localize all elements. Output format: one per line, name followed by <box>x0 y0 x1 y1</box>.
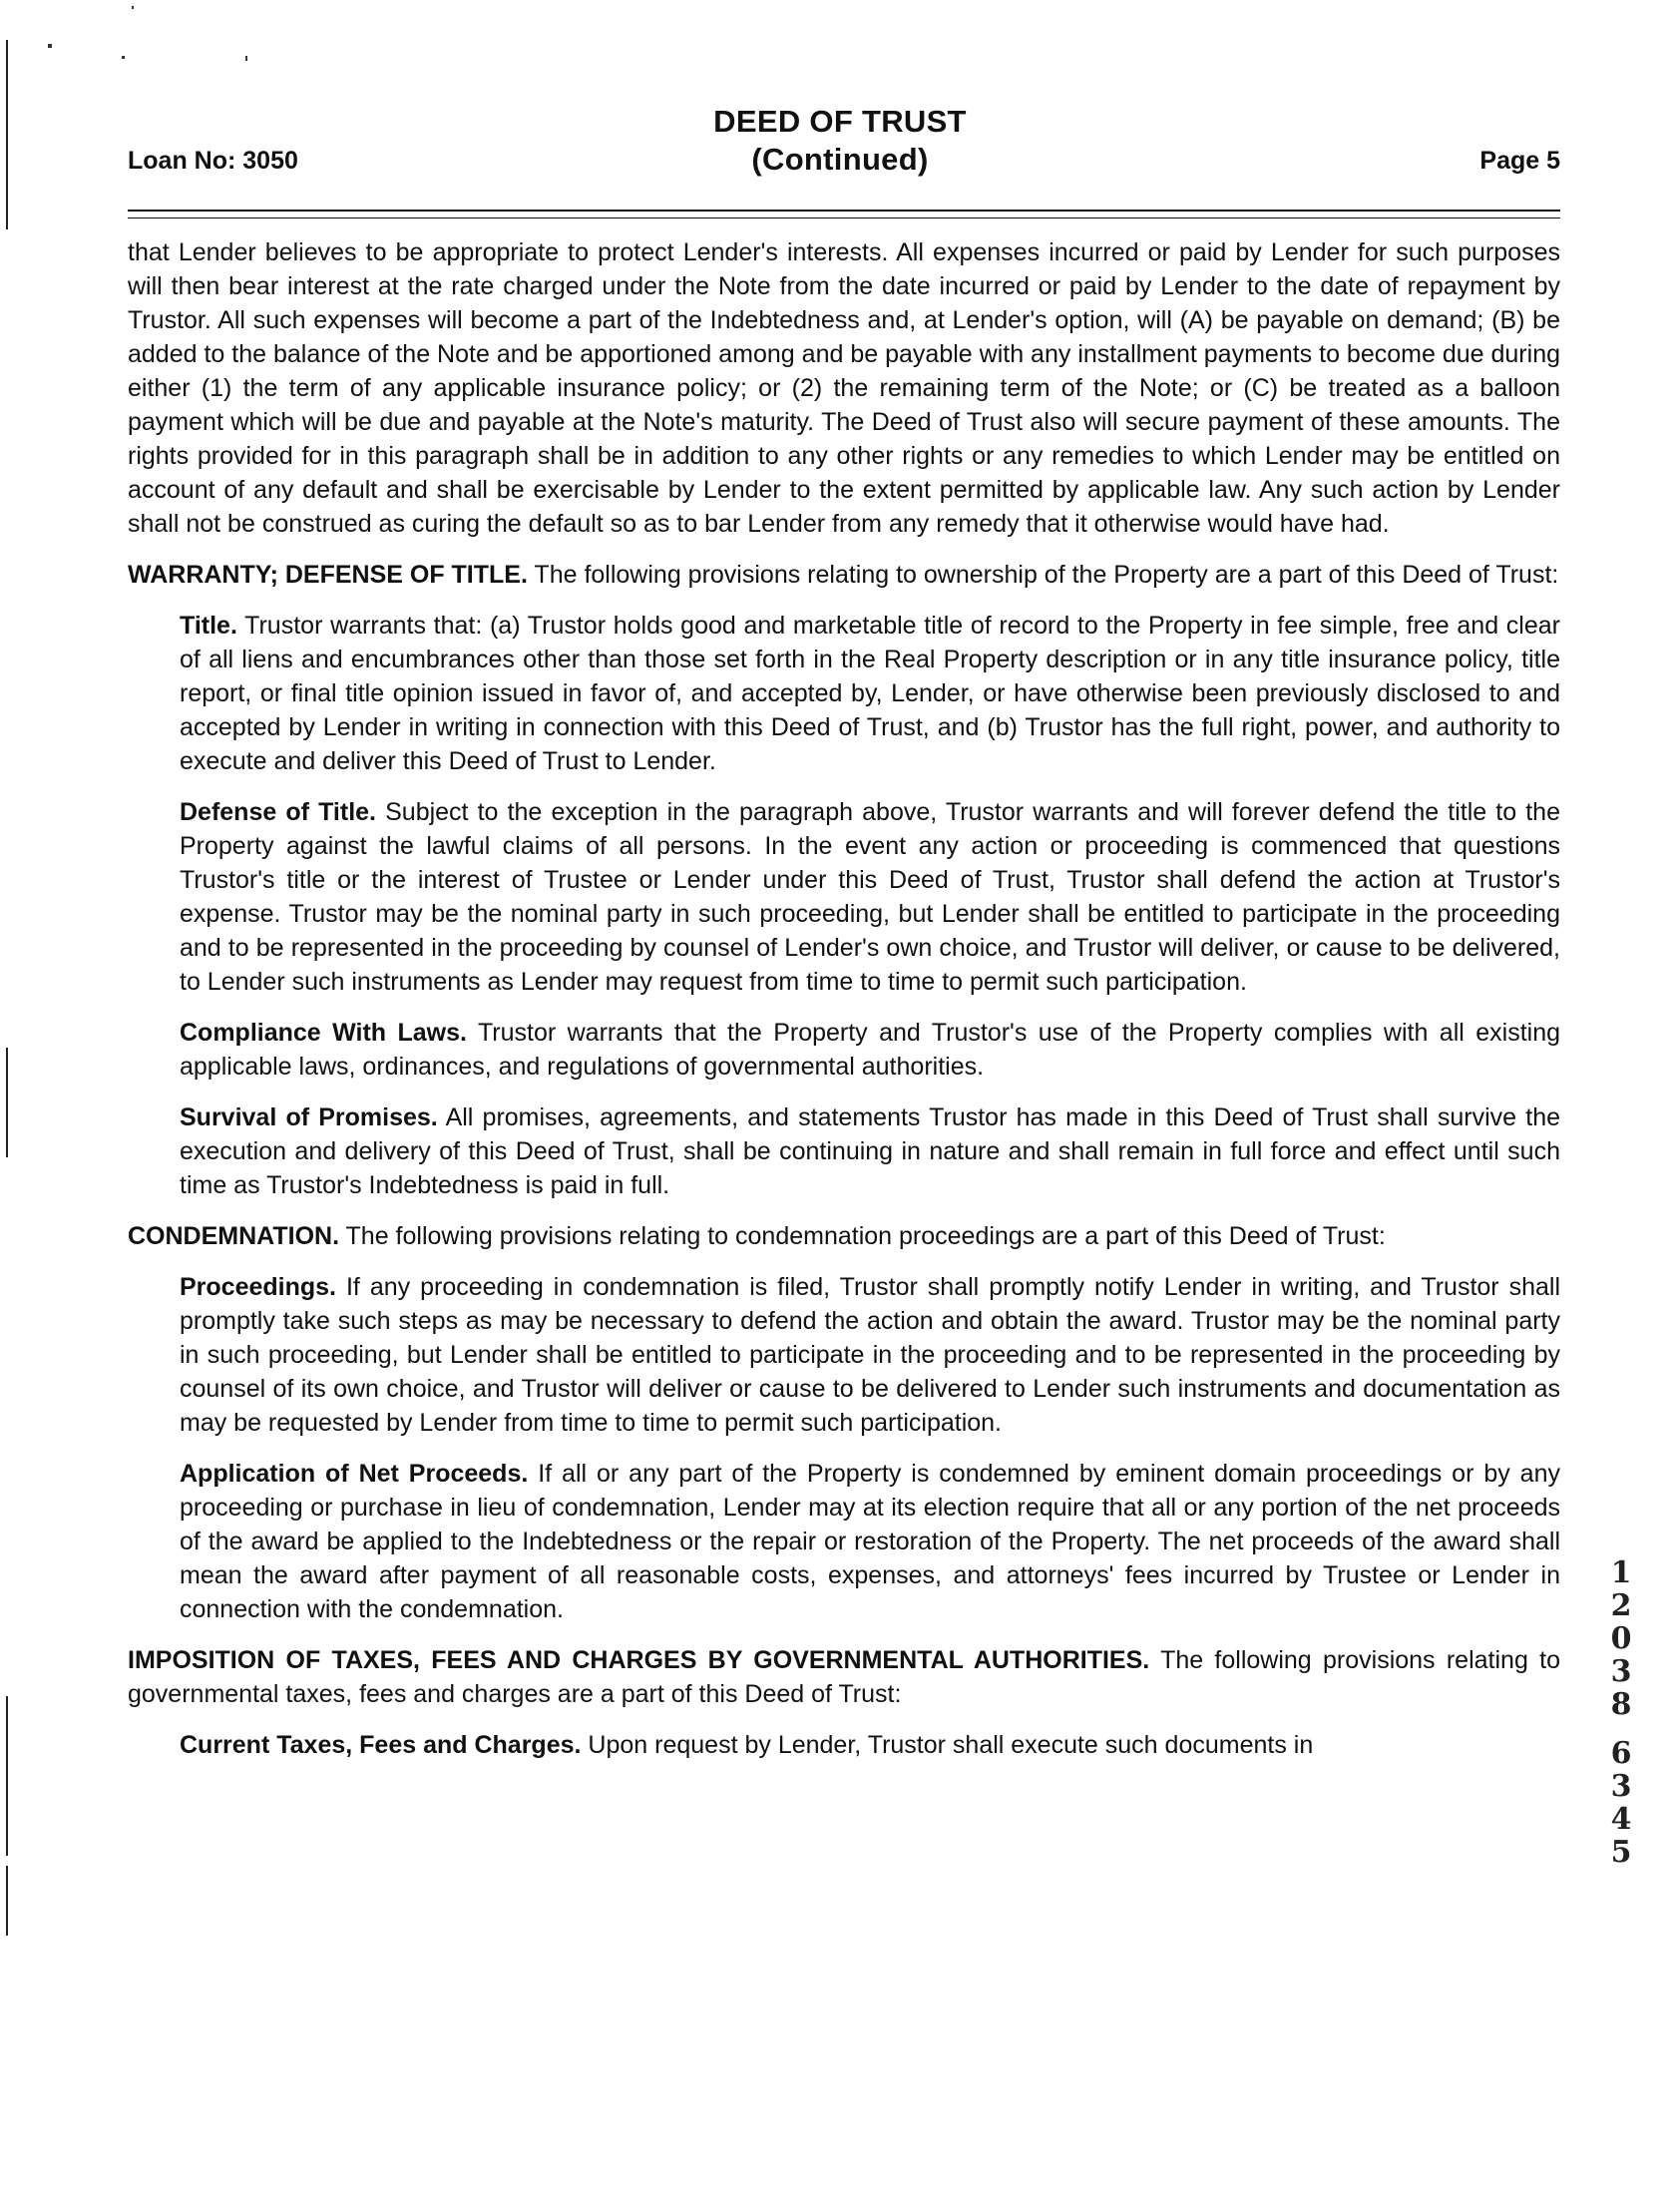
document-title: DEED OF TRUST <box>713 104 967 139</box>
section-text: The following provisions relating to condemnation proceedings are a part of this Deed of Trust: <box>345 1222 1386 1250</box>
recording-number <box>1606 1556 1636 1869</box>
subsection-heading: Proceedings. <box>180 1273 336 1301</box>
subsection-heading: Current Taxes, Fees and Charges. <box>180 1731 582 1759</box>
recording-digit: 5 <box>1610 1835 1632 1870</box>
section-text: The following provisions relating to ownership of the Property are a part of this Deed of Trust: <box>534 561 1559 589</box>
section-text: The following provisions relating to governmental taxes, fees and charges are a part of this Deed of Trust: <box>128 1646 1560 1708</box>
recording-digit: 1 <box>1610 1555 1632 1590</box>
scan-speck <box>48 44 52 48</box>
subsection-text: Subject to the exception in the paragraph above, Trustor warrants and will forever defend the title to the Property against the lawful claims of all persons. In the event any action or proceeding is commenced that questions Trustor's title or the interest of Trustee or Lender under this Deed of Trust, Trustor shall defend the action at Trustor's expense. Trustor may be the nominal party in such proceeding, but Lender shall be entitled to participate in the proceeding and to be represented in the proceeding by counsel of Lender's own choice, and Trustor will deliver, or cause to be delivered, to Lender such instruments as Lender may request from time to time to permit such participation. <box>180 798 1560 996</box>
subsection-current-taxes <box>180 1728 1560 1762</box>
subsection-defense-of-title <box>180 795 1560 999</box>
subsection-compliance <box>180 1016 1560 1084</box>
scan-edge-mark <box>6 1866 8 1936</box>
section-heading: IMPOSITION OF TAXES, FEES AND CHARGES BY GOVERNMENTAL AUTHORITIES. <box>128 1646 1150 1674</box>
section-imposition-of-taxes <box>128 1643 1560 1711</box>
header-rule <box>128 210 1560 212</box>
subsection-text: Upon request by Lender, Trustor shall execute such documents in <box>588 1731 1314 1759</box>
subsection-application-of-net-proceeds <box>180 1457 1560 1626</box>
paragraph-continued: that Lender believes to be appropriate to protect Lender's interests. All expenses incurred or paid by Lender for such purposes will then bear interest at the rate charged under the Note from the date incurred or paid by Lender to the date of repayment by Trustor. All such expenses will become a part of the Indebtedness and, at Lender's option, will (A) be payable on demand; (B) be added to the balance of the Note and be apportioned among and be payable with any installment payments to become due during either (1) the term of any applicable insurance policy; or (2) the remaining term of the Note; or (C) be treated as a balloon payment which will be due and payable at the Note's maturity. The Deed of Trust also will secure payment of these amounts. The rights provided for in this paragraph shall be in addition to any other rights or any remedies to which Lender may be entitled on account of any default and shall be exercisable by Lender to the extent permitted by applicable law. Any such action by Lender shall not be construed as curing the default so as to bar Lender from any remedy that it otherwise would have had. <box>128 238 1560 538</box>
scan-speck <box>132 6 134 9</box>
subsection-heading: Compliance With Laws. <box>180 1019 467 1047</box>
subsection-text: Trustor warrants that the Property and Trustor's use of the Property complies with all existing applicable laws, ordinances, and regulations of governmental authorities. <box>180 1019 1561 1081</box>
scan-speck <box>245 56 247 61</box>
subsection-proceedings <box>180 1270 1560 1440</box>
subsection-survival <box>180 1100 1560 1202</box>
scan-speck <box>122 56 125 59</box>
subsection-title <box>180 609 1560 778</box>
recording-digit: 6 <box>1610 1736 1632 1771</box>
scan-edge-mark <box>6 1048 8 1157</box>
recording-digit: 3 <box>1610 1769 1632 1804</box>
document-body <box>128 235 1560 1779</box>
subsection-text: If any proceeding in condemnation is filed, Trustor shall promptly notify Lender in writing, and Trustor shall promptly take such steps as may be necessary to defend the action and obtain the award. Trustor may be the nominal party in such proceeding, but Lender shall be entitled to participate in the proceeding and to be represented in the proceeding by counsel of its own choice, and Trustor will deliver or cause to be delivered to Lender such instruments and documentation as may be requested by Lender from time to time to permit such participation. <box>180 1273 1561 1437</box>
recording-digit: 8 <box>1610 1687 1632 1722</box>
section-condemnation <box>128 1219 1560 1253</box>
section-heading: CONDEMNATION. <box>128 1222 340 1250</box>
subsection-text: All promises, agreements, and statements Trustor has made in this Deed of Trust shall survive the execution and delivery of this Deed of Trust, shall be continuing in nature and shall remain in full force and effect until such time as Trustor's Indebtedness is paid in full. <box>180 1103 1560 1199</box>
subsection-heading: Application of Net Proceeds. <box>180 1460 529 1488</box>
subsection-heading: Defense of Title. <box>180 798 376 826</box>
subsection-heading: Title. <box>180 612 237 640</box>
section-heading: WARRANTY; DEFENSE OF TITLE. <box>128 561 528 589</box>
subsection-text: If all or any part of the Property is condemned by eminent domain proceedings or by any proceeding or purchase in lieu of condemnation, Lender may at its election require that all or any portion of the net proceeds of the award be applied to the Indebtedness or the repair or restoration of the Property. The net proceeds of the award shall mean the award after payment of all reasonable costs, expenses, and attorneys' fees incurred by Trustee or Lender in connection with the condemnation. <box>180 1460 1560 1623</box>
recording-gap <box>1606 1721 1636 1737</box>
loan-number: Loan No: 3050 <box>128 147 298 175</box>
header-rule-thin <box>128 218 1560 219</box>
recording-digit: 3 <box>1610 1654 1632 1689</box>
document-subtitle: (Continued) <box>751 142 929 177</box>
recording-digit: 4 <box>1610 1802 1632 1837</box>
page-number: Page 5 <box>1479 147 1560 175</box>
recording-digit: 0 <box>1610 1621 1632 1656</box>
section-warranty <box>128 558 1560 592</box>
scan-edge-mark <box>6 1696 8 1856</box>
recording-digit: 2 <box>1610 1588 1632 1623</box>
subsection-heading: Survival of Promises. <box>180 1103 438 1131</box>
subsection-text: Trustor warrants that: (a) Trustor holds good and marketable title of record to the Property in fee simple, free and clear of all liens and encumbrances other than those set forth in the Real Property description or in any title insurance policy, title report, or final title opinion issued in favor of, and accepted by, Lender, or have otherwise been previously disclosed to and accepted by Lender in writing in connection with this Deed of Trust, and (b) Trustor has the full right, power, and authority to execute and deliver this Deed of Trust to Lender. <box>180 612 1560 775</box>
